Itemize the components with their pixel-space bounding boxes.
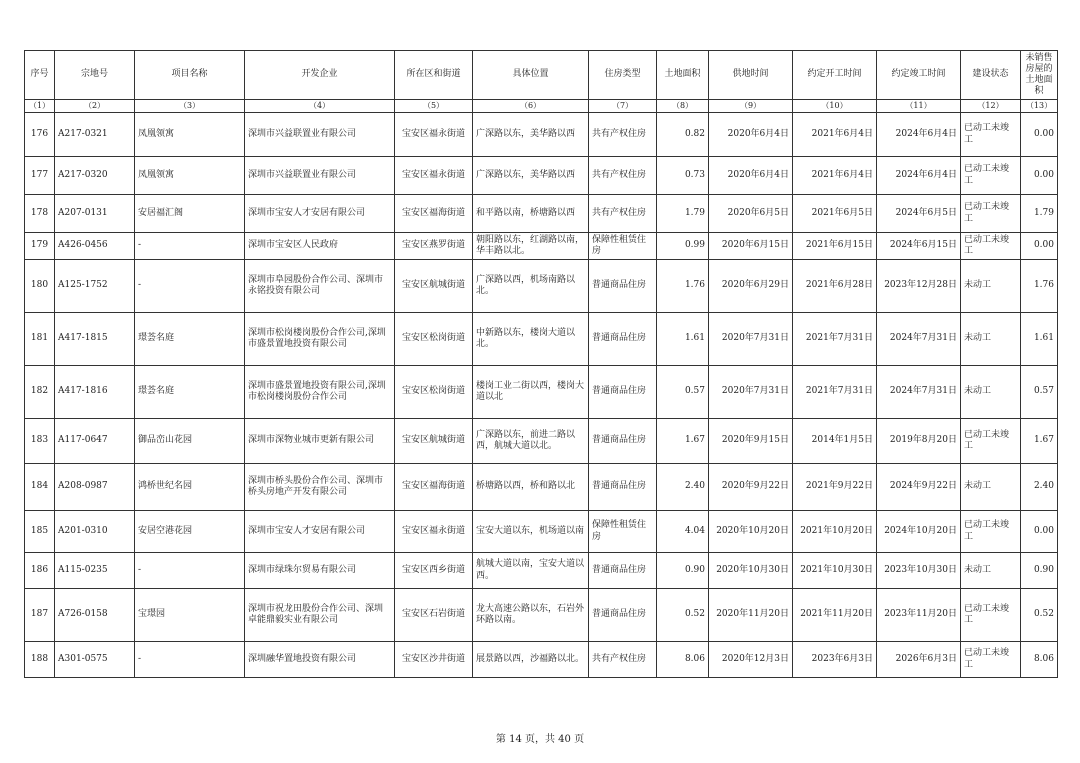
cell-supply: 2020年6月4日	[709, 113, 793, 157]
cell-finish: 2024年9月22日	[877, 464, 961, 511]
cell-unsold: 2.40	[1021, 464, 1058, 511]
cell-status: 未动工	[961, 260, 1021, 313]
column-header: 序号	[25, 51, 55, 100]
cell-type: 共有产权住房	[589, 195, 657, 233]
cell-finish: 2024年7月31日	[877, 313, 961, 366]
cell-status: 已动工未竣工	[961, 642, 1021, 678]
column-number: （8）	[657, 100, 709, 113]
table-row	[25, 419, 1058, 464]
cell-finish: 2026年6月3日	[877, 642, 961, 678]
cell-developer: 深圳市宝安人才安居有限公司	[245, 195, 395, 233]
cell-area: 0.52	[657, 589, 709, 642]
table-row	[25, 260, 1058, 313]
cell-status: 已动工未竣工	[961, 113, 1021, 157]
cell-parcel: A426-0456	[55, 233, 135, 260]
cell-status: 未动工	[961, 464, 1021, 511]
cell-location: 展景路以西，沙福路以北。	[473, 642, 589, 678]
table-row	[25, 313, 1058, 366]
cell-developer: 深圳市桥头股份合作公司、深圳市桥头房地产开发有限公司	[245, 464, 395, 511]
cell-project: 璟荟名庭	[135, 366, 245, 419]
cell-parcel: A726-0158	[55, 589, 135, 642]
cell-type: 共有产权住房	[589, 113, 657, 157]
cell-finish: 2024年10月20日	[877, 511, 961, 553]
cell-location: 朝阳路以东，红湖路以南，华丰路以北。	[473, 233, 589, 260]
cell-type: 普通商品住房	[589, 464, 657, 511]
cell-project: 安居福汇阁	[135, 195, 245, 233]
cell-type: 普通商品住房	[589, 313, 657, 366]
cell-finish: 2024年6月5日	[877, 195, 961, 233]
cell-location: 航城大道以南，宝安大道以西。	[473, 553, 589, 589]
cell-supply: 2020年11月20日	[709, 589, 793, 642]
cell-area: 1.76	[657, 260, 709, 313]
cell-finish: 2024年6月15日	[877, 233, 961, 260]
cell-supply: 2020年6月15日	[709, 233, 793, 260]
column-header: 宗地号	[55, 51, 135, 100]
cell-type: 普通商品住房	[589, 589, 657, 642]
cell-supply: 2020年6月5日	[709, 195, 793, 233]
cell-area: 0.82	[657, 113, 709, 157]
cell-project: 凤凰领寓	[135, 157, 245, 195]
cell-area: 0.73	[657, 157, 709, 195]
cell-no: 179	[25, 233, 55, 260]
cell-parcel: A417-1816	[55, 366, 135, 419]
column-number: （4）	[245, 100, 395, 113]
cell-area: 0.99	[657, 233, 709, 260]
cell-start: 2021年6月28日	[793, 260, 877, 313]
column-number: （13）	[1021, 100, 1058, 113]
cell-unsold: 0.52	[1021, 589, 1058, 642]
cell-area: 4.04	[657, 511, 709, 553]
column-number: （7）	[589, 100, 657, 113]
cell-start: 2021年9月22日	[793, 464, 877, 511]
cell-no: 177	[25, 157, 55, 195]
column-number: （12）	[961, 100, 1021, 113]
header-row	[25, 51, 1058, 100]
land-supply-table	[24, 50, 1058, 678]
cell-parcel: A125-1752	[55, 260, 135, 313]
table-row	[25, 113, 1058, 157]
cell-supply: 2020年10月30日	[709, 553, 793, 589]
cell-district: 宝安区松岗街道	[395, 313, 473, 366]
column-header: 具体位置	[473, 51, 589, 100]
cell-start: 2023年6月3日	[793, 642, 877, 678]
cell-district: 宝安区燕罗街道	[395, 233, 473, 260]
cell-developer: 深圳市宝安人才安居有限公司	[245, 511, 395, 553]
column-header: 约定开工时间	[793, 51, 877, 100]
cell-developer: 深圳市阜园股份合作公司、深圳市永铭投资有限公司	[245, 260, 395, 313]
column-header: 住房类型	[589, 51, 657, 100]
column-header: 供地时间	[709, 51, 793, 100]
cell-start: 2021年11月20日	[793, 589, 877, 642]
cell-status: 已动工未竣工	[961, 589, 1021, 642]
cell-developer: 深圳市绿珠尔贸易有限公司	[245, 553, 395, 589]
cell-project: 御品峦山花园	[135, 419, 245, 464]
table-row	[25, 642, 1058, 678]
cell-developer: 深圳市兴益联置业有限公司	[245, 157, 395, 195]
cell-status: 已动工未竣工	[961, 157, 1021, 195]
table-row	[25, 366, 1058, 419]
table-row	[25, 589, 1058, 642]
cell-no: 187	[25, 589, 55, 642]
cell-unsold: 1.76	[1021, 260, 1058, 313]
cell-location: 龙大高速公路以东，石岩外环路以南。	[473, 589, 589, 642]
column-header: 约定竣工时间	[877, 51, 961, 100]
column-number: （6）	[473, 100, 589, 113]
cell-project: 璟荟名庭	[135, 313, 245, 366]
cell-no: 185	[25, 511, 55, 553]
column-number: （5）	[395, 100, 473, 113]
cell-project: 鸿桥世纪名园	[135, 464, 245, 511]
cell-status: 未动工	[961, 553, 1021, 589]
cell-supply: 2020年7月31日	[709, 366, 793, 419]
cell-type: 共有产权住房	[589, 157, 657, 195]
cell-area: 0.90	[657, 553, 709, 589]
column-number: （11）	[877, 100, 961, 113]
page-footer: 第 14 页，共 40 页	[495, 734, 585, 745]
column-number: （1）	[25, 100, 55, 113]
cell-developer: 深圳市祝龙田股份合作公司、深圳卓能鼎毅实业有限公司	[245, 589, 395, 642]
cell-start: 2021年7月31日	[793, 313, 877, 366]
cell-district: 宝安区沙井街道	[395, 642, 473, 678]
cell-no: 186	[25, 553, 55, 589]
column-number: （2）	[55, 100, 135, 113]
cell-developer: 深圳融华置地投资有限公司	[245, 642, 395, 678]
cell-location: 广深路以西，机场南路以北。	[473, 260, 589, 313]
cell-start: 2021年6月4日	[793, 157, 877, 195]
column-header: 所在区和街道	[395, 51, 473, 100]
cell-start: 2021年6月5日	[793, 195, 877, 233]
cell-developer: 深圳市松岗楼岗股份合作公司,深圳市盛景置地投资有限公司	[245, 313, 395, 366]
table-row	[25, 157, 1058, 195]
cell-parcel: A301-0575	[55, 642, 135, 678]
cell-finish: 2023年10月30日	[877, 553, 961, 589]
cell-supply: 2020年6月4日	[709, 157, 793, 195]
cell-finish: 2024年6月4日	[877, 157, 961, 195]
cell-parcel: A417-1815	[55, 313, 135, 366]
cell-status: 已动工未竣工	[961, 419, 1021, 464]
cell-parcel: A217-0320	[55, 157, 135, 195]
cell-parcel: A207-0131	[55, 195, 135, 233]
cell-unsold: 1.79	[1021, 195, 1058, 233]
cell-supply: 2020年10月20日	[709, 511, 793, 553]
cell-location: 中新路以东，楼岗大道以北。	[473, 313, 589, 366]
cell-area: 1.79	[657, 195, 709, 233]
cell-start: 2021年6月15日	[793, 233, 877, 260]
cell-status: 已动工未竣工	[961, 233, 1021, 260]
cell-unsold: 0.57	[1021, 366, 1058, 419]
cell-location: 桥塘路以西，桥和路以北	[473, 464, 589, 511]
cell-type: 保障性租赁住房	[589, 511, 657, 553]
cell-unsold: 0.00	[1021, 233, 1058, 260]
cell-district: 宝安区航城街道	[395, 419, 473, 464]
cell-status: 未动工	[961, 366, 1021, 419]
cell-location: 和平路以南，桥塘路以西	[473, 195, 589, 233]
cell-type: 普通商品住房	[589, 260, 657, 313]
cell-supply: 2020年12月3日	[709, 642, 793, 678]
cell-project: 凤凰领寓	[135, 113, 245, 157]
cell-finish: 2019年8月20日	[877, 419, 961, 464]
cell-start: 2014年1月5日	[793, 419, 877, 464]
cell-location: 广深路以东，美华路以西	[473, 113, 589, 157]
cell-district: 宝安区航城街道	[395, 260, 473, 313]
cell-project: -	[135, 553, 245, 589]
cell-parcel: A217-0321	[55, 113, 135, 157]
cell-supply: 2020年9月22日	[709, 464, 793, 511]
cell-parcel: A117-0647	[55, 419, 135, 464]
cell-no: 176	[25, 113, 55, 157]
column-number: （10）	[793, 100, 877, 113]
cell-finish: 2024年6月4日	[877, 113, 961, 157]
column-header: 土地面积	[657, 51, 709, 100]
cell-status: 未动工	[961, 313, 1021, 366]
cell-no: 180	[25, 260, 55, 313]
column-number: （3）	[135, 100, 245, 113]
cell-start: 2021年7月31日	[793, 366, 877, 419]
column-header: 建设状态	[961, 51, 1021, 100]
cell-district: 宝安区福海街道	[395, 195, 473, 233]
cell-no: 182	[25, 366, 55, 419]
table-row	[25, 464, 1058, 511]
cell-no: 184	[25, 464, 55, 511]
cell-type: 普通商品住房	[589, 419, 657, 464]
cell-district: 宝安区福永街道	[395, 157, 473, 195]
table-row	[25, 511, 1058, 553]
cell-parcel: A115-0235	[55, 553, 135, 589]
cell-unsold: 0.00	[1021, 511, 1058, 553]
cell-type: 普通商品住房	[589, 553, 657, 589]
cell-unsold: 0.00	[1021, 113, 1058, 157]
cell-start: 2021年10月30日	[793, 553, 877, 589]
cell-type: 共有产权住房	[589, 642, 657, 678]
cell-district: 宝安区松岗街道	[395, 366, 473, 419]
cell-district: 宝安区福海街道	[395, 464, 473, 511]
column-header: 项目名称	[135, 51, 245, 100]
column-number: （9）	[709, 100, 793, 113]
cell-district: 宝安区石岩街道	[395, 589, 473, 642]
cell-unsold: 1.67	[1021, 419, 1058, 464]
cell-no: 183	[25, 419, 55, 464]
cell-start: 2021年10月20日	[793, 511, 877, 553]
cell-unsold: 0.90	[1021, 553, 1058, 589]
cell-district: 宝安区西乡街道	[395, 553, 473, 589]
cell-district: 宝安区福永街道	[395, 511, 473, 553]
cell-developer: 深圳市宝安区人民政府	[245, 233, 395, 260]
cell-area: 1.61	[657, 313, 709, 366]
cell-district: 宝安区福永街道	[395, 113, 473, 157]
cell-developer: 深圳市盛景置地投资有限公司,深圳市松岗楼岗股份合作公司	[245, 366, 395, 419]
cell-project: -	[135, 642, 245, 678]
cell-no: 181	[25, 313, 55, 366]
table-row	[25, 195, 1058, 233]
cell-area: 0.57	[657, 366, 709, 419]
cell-parcel: A208-0987	[55, 464, 135, 511]
cell-project: 安居空港花园	[135, 511, 245, 553]
cell-status: 已动工未竣工	[961, 195, 1021, 233]
cell-project: 宝璟园	[135, 589, 245, 642]
cell-no: 178	[25, 195, 55, 233]
cell-location: 楼岗工业二街以西，楼岗大道以北	[473, 366, 589, 419]
cell-unsold: 8.06	[1021, 642, 1058, 678]
cell-finish: 2023年11月20日	[877, 589, 961, 642]
cell-supply: 2020年9月15日	[709, 419, 793, 464]
column-header: 未销售房屋的土地面积	[1021, 51, 1058, 100]
column-number-row	[25, 100, 1058, 113]
cell-area: 8.06	[657, 642, 709, 678]
cell-unsold: 0.00	[1021, 157, 1058, 195]
cell-location: 宝安大道以东，机场道以南	[473, 511, 589, 553]
cell-type: 普通商品住房	[589, 366, 657, 419]
cell-type: 保障性租赁住房	[589, 233, 657, 260]
cell-finish: 2024年7月31日	[877, 366, 961, 419]
cell-developer: 深圳市兴益联置业有限公司	[245, 113, 395, 157]
cell-start: 2021年6月4日	[793, 113, 877, 157]
table-row	[25, 553, 1058, 589]
cell-developer: 深圳市深物业城市更新有限公司	[245, 419, 395, 464]
cell-area: 1.67	[657, 419, 709, 464]
column-header: 开发企业	[245, 51, 395, 100]
cell-location: 广深路以东，美华路以西	[473, 157, 589, 195]
cell-project: -	[135, 233, 245, 260]
cell-status: 已动工未竣工	[961, 511, 1021, 553]
cell-unsold: 1.61	[1021, 313, 1058, 366]
cell-location: 广深路以东，前进二路以西，航城大道以北。	[473, 419, 589, 464]
cell-finish: 2023年12月28日	[877, 260, 961, 313]
cell-area: 2.40	[657, 464, 709, 511]
cell-no: 188	[25, 642, 55, 678]
cell-supply: 2020年6月29日	[709, 260, 793, 313]
table-row	[25, 233, 1058, 260]
cell-project: -	[135, 260, 245, 313]
cell-parcel: A201-0310	[55, 511, 135, 553]
cell-supply: 2020年7月31日	[709, 313, 793, 366]
